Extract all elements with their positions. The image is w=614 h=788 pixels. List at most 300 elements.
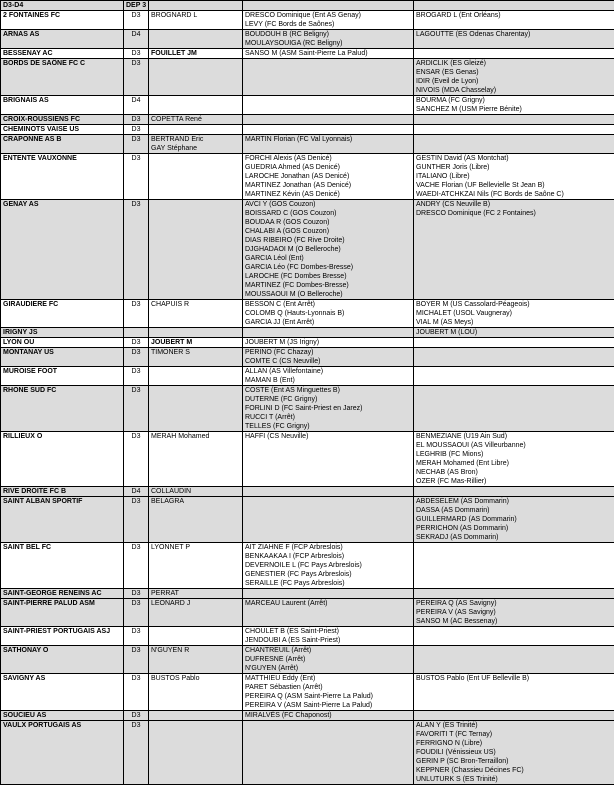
cell-line: ITALIANO (Libre) xyxy=(416,173,470,180)
arrivals-cell xyxy=(243,367,414,386)
departures-cell xyxy=(414,711,614,721)
arrivals-cell xyxy=(243,300,414,328)
cell-line: MARCEAU Laurent (Arrêt) xyxy=(245,600,328,607)
club-level xyxy=(124,487,149,497)
coach-cell xyxy=(149,497,243,543)
club-name xyxy=(1,300,124,328)
coach-cell xyxy=(149,646,243,674)
club-level xyxy=(124,300,149,328)
cell-line: MONTANAY US xyxy=(3,349,54,356)
departures-cell xyxy=(414,386,614,432)
cell-line: AVCI Y (GOS Couzon) xyxy=(245,201,316,208)
table-row xyxy=(1,30,614,49)
cell-line: SANCHEZ M (USM Pierre Bénite) xyxy=(416,106,522,113)
club-name xyxy=(1,646,124,674)
cell-line: SANSO M (ASM Saint-Pierre La Palud) xyxy=(245,50,368,57)
cell-line: VIAL M (AS Meys) xyxy=(416,319,474,326)
club-level xyxy=(124,200,149,300)
cell-line: FORLINI D (FC Saint-Priest en Jarez) xyxy=(245,405,363,412)
club-level xyxy=(124,497,149,543)
cell-line: D3 xyxy=(131,50,141,57)
cell-line: D3 xyxy=(131,600,141,607)
table-row xyxy=(1,711,614,721)
cell-line: KEPPNER (Chassieu Décines FC) xyxy=(416,767,524,774)
cell-line: DUFRESNE (Arrêt) xyxy=(245,656,306,663)
cell-line: GENESTIER (FC Pays Arbreslois) xyxy=(245,571,352,578)
coach-cell xyxy=(149,115,243,125)
cell-line: LAROCHE Jonathan (AS Denicé) xyxy=(245,173,350,180)
cell-line: GENAY AS xyxy=(3,201,39,208)
club-name xyxy=(1,135,124,154)
arrivals-cell xyxy=(243,497,414,543)
cell-line: GIRAUDIERE FC xyxy=(3,301,59,308)
table-row xyxy=(1,125,614,135)
arrivals-cell xyxy=(243,125,414,135)
coach-cell xyxy=(149,154,243,200)
cell-line: D3 xyxy=(131,12,141,19)
cell-line: D3 xyxy=(131,498,141,505)
club-level xyxy=(124,328,149,338)
cell-line: BOISSARD C (GOS Couzon) xyxy=(245,210,337,217)
cell-line: LAROCHE (FC Dombes Bresse) xyxy=(245,273,347,280)
cell-line: GUEDRIA Ahmed (AS Denicé) xyxy=(245,164,340,171)
cell-line: D3 xyxy=(131,339,141,346)
cell-line: D4 xyxy=(131,97,141,104)
cell-line: UNLUTURK S (ES Trinité) xyxy=(416,776,498,783)
arrivals-cell xyxy=(243,30,414,49)
cell-line: FAVORITI T (FC Ternay) xyxy=(416,731,493,738)
cell-line: SANSO M (AC Bessenay) xyxy=(416,618,498,625)
table-row xyxy=(1,11,614,30)
cell-line: COLOMB Q (Hauts-Lyonnais B) xyxy=(245,310,345,317)
club-level xyxy=(124,96,149,115)
cell-line: BENMEZIANE (U19 Ain Sud) xyxy=(416,433,508,440)
cell-line: SAINT ALBAN SPORTIF xyxy=(3,498,83,505)
cell-line: RHONE SUD FC xyxy=(3,387,57,394)
cell-line: MARTINEZ (FC Dombes-Bresse) xyxy=(245,282,349,289)
table-row xyxy=(1,497,614,543)
club-level xyxy=(124,386,149,432)
table-row xyxy=(1,386,614,432)
cell-line: DRESCO Dominique (FC 2 Fontaines) xyxy=(416,210,536,217)
cell-line: IRIGNY JS xyxy=(3,329,38,336)
coach-cell xyxy=(149,125,243,135)
cell-line: BUSTOS Pablo (Ent UF Belleville B) xyxy=(416,675,530,682)
coach-cell xyxy=(149,543,243,589)
departures-cell xyxy=(414,115,614,125)
arrivals-cell xyxy=(243,432,414,487)
cell-line: DIAS RIBEIRO (FC Rive Droite) xyxy=(245,237,345,244)
cell-line: D3 xyxy=(131,368,141,375)
cell-line: MARTINEZ Kévin (AS Denicé) xyxy=(245,191,340,198)
club-name xyxy=(1,328,124,338)
cell-line: FORCHI Alexis (AS Denicé) xyxy=(245,155,332,162)
cell-line: BESSENAY AC xyxy=(3,50,53,57)
cell-line: SEKRADJ (AS Dommarin) xyxy=(416,534,499,541)
club-level xyxy=(124,543,149,589)
cell-line: ANDRY (CS Neuville B) xyxy=(416,201,491,208)
coach-cell xyxy=(149,30,243,49)
cell-line: N'GUYEN R xyxy=(151,647,190,654)
cell-line: GESTIN David (AS Montchat) xyxy=(416,155,509,162)
cell-line: D3 xyxy=(131,116,141,123)
cell-line: D3 xyxy=(131,126,141,133)
departures-cell xyxy=(414,487,614,497)
club-level xyxy=(124,338,149,348)
departures-cell xyxy=(414,30,614,49)
cell-line: AIT ZIAHNE F (FCP Arbreslois) xyxy=(245,544,343,551)
coach-cell xyxy=(149,599,243,627)
cell-line: PERRICHON (AS Dommarin) xyxy=(416,525,509,532)
departures-cell xyxy=(414,328,614,338)
club-name xyxy=(1,432,124,487)
cell-line: PARET Sébastien (Arrêt) xyxy=(245,684,323,691)
cell-line: BORDS DE SAÔNE FC C xyxy=(3,60,86,67)
coach-cell xyxy=(149,96,243,115)
cell-line: COPETTA René xyxy=(151,116,202,123)
cell-line: SAINT-GEORGE RENEINS AC xyxy=(3,590,102,597)
cell-line: MICHALET (USOL Vaugneray) xyxy=(416,310,512,317)
cell-line: CHOULET B (ES Saint-Priest) xyxy=(245,628,340,635)
coach-cell xyxy=(149,338,243,348)
table-row xyxy=(1,487,614,497)
cell-line: MUROISE FOOT xyxy=(3,368,58,375)
table-row xyxy=(1,674,614,711)
table-row xyxy=(1,96,614,115)
coach-cell xyxy=(149,721,243,785)
cell-line: SOUCIEU AS xyxy=(3,712,47,719)
arrivals-cell xyxy=(243,96,414,115)
club-name xyxy=(1,338,124,348)
cell-line: ARNAS AS xyxy=(3,31,40,38)
departures-cell xyxy=(414,348,614,367)
departures-cell xyxy=(414,49,614,59)
club-level xyxy=(124,59,149,96)
club-level xyxy=(124,154,149,200)
table-row xyxy=(1,432,614,487)
departures-cell xyxy=(414,432,614,487)
coach-cell xyxy=(149,367,243,386)
table-row xyxy=(1,59,614,96)
cell-line: SERAILLE (FC Pays Arbreslois) xyxy=(245,580,345,587)
departures-cell xyxy=(414,200,614,300)
table-row xyxy=(1,300,614,328)
club-name xyxy=(1,115,124,125)
cell-line: RIVE DROITE FC B xyxy=(3,488,67,495)
club-name xyxy=(1,49,124,59)
cell-line: CROIX-ROUSSIENS FC xyxy=(3,116,81,123)
cell-line: D3 xyxy=(131,433,141,440)
cell-line: D3 xyxy=(131,60,141,67)
arrivals-cell xyxy=(243,543,414,589)
club-name xyxy=(1,543,124,589)
coach-cell xyxy=(149,589,243,599)
departures-cell xyxy=(414,627,614,646)
cell-line: SATHONAY O xyxy=(3,647,49,654)
club-name xyxy=(1,11,124,30)
cell-line: GERIN P (SC Bron-Terraillon) xyxy=(416,758,509,765)
cell-line: D3 xyxy=(131,544,141,551)
cell-line: VAULX PORTUGAIS AS xyxy=(3,722,82,729)
table-row xyxy=(1,338,614,348)
cell-line: LYONNET P xyxy=(151,544,191,551)
cell-line: GARCIA Léol (Ent) xyxy=(245,255,304,262)
club-level xyxy=(124,589,149,599)
cell-line: GUILLERMARD (AS Dommarin) xyxy=(416,516,517,523)
cell-line: MOULAYSOUIGA (RC Beligny) xyxy=(245,40,343,47)
cell-line: FOUDILI (Vénissieux US) xyxy=(416,749,496,756)
cell-line: LEONARD J xyxy=(151,600,191,607)
cell-line: NIVOIS (MDA Chasselay) xyxy=(416,87,497,94)
table-row xyxy=(1,135,614,154)
cell-line: RILLIEUX O xyxy=(3,433,43,440)
cell-line: D3 xyxy=(131,136,141,143)
cell-line: WAEDI-ATCHKZAI Nils (FC Bords de Saône C) xyxy=(416,191,564,198)
club-name xyxy=(1,125,124,135)
club-level xyxy=(124,674,149,711)
cell-line: D3 xyxy=(131,675,141,682)
club-name xyxy=(1,59,124,96)
cell-line: MARTINEZ Jonathan (AS Denicé) xyxy=(245,182,352,189)
arrivals-cell xyxy=(243,200,414,300)
departures-cell xyxy=(414,674,614,711)
cell-line: SAINT BEL FC xyxy=(3,544,52,551)
cell-line: BESSON C (Ent Arrêt) xyxy=(245,301,316,308)
cell-line: FERRIGNO N (Libre) xyxy=(416,740,483,747)
cell-line: TIMONER S xyxy=(151,349,190,356)
club-name xyxy=(1,386,124,432)
cell-line: MARTIN Florian (FC Val Lyonnais) xyxy=(245,136,353,143)
cell-line: D3 xyxy=(131,201,141,208)
cell-line: MERAH Mohamed xyxy=(151,433,210,440)
cell-line: PERRAT xyxy=(151,590,179,597)
cell-line: BRIGNAIS AS xyxy=(3,97,49,104)
cell-line: DEVERNOILE L (FC Pays Arbreslois) xyxy=(245,562,362,569)
cell-line: ENTENTE VAUXONNE xyxy=(3,155,77,162)
departures-cell xyxy=(414,11,614,30)
club-name xyxy=(1,367,124,386)
table-row xyxy=(1,367,614,386)
coach-cell xyxy=(149,432,243,487)
cell-line: RUCCI T (Arrêt) xyxy=(245,414,295,421)
cell-line: GARCIA Léo (FC Dombes-Bresse) xyxy=(245,264,354,271)
cell-line: DASSA (AS Dommarin) xyxy=(416,507,490,514)
header-row xyxy=(1,1,614,11)
cell-line: COLLAUDIN xyxy=(151,488,192,495)
table-row xyxy=(1,348,614,367)
cell-line: BOURMA (FC Grigny) xyxy=(416,97,485,104)
cell-line: VACHE Florian (UF Bellevielle St Jean B) xyxy=(416,182,545,189)
club-name xyxy=(1,721,124,785)
header-club: D3-D4 xyxy=(1,1,124,11)
cell-line: BOUDAA R (GOS Couzon) xyxy=(245,219,330,226)
cell-line: HAFFI (CS Neuville) xyxy=(245,433,309,440)
coach-cell xyxy=(149,627,243,646)
cell-line: LEVY (FC Bords de Saônes) xyxy=(245,21,335,28)
cell-line: DRESCO Dominique (Ent AS Genay) xyxy=(245,12,361,19)
coach-cell xyxy=(149,11,243,30)
cell-line: GAY Stéphane xyxy=(151,145,198,152)
table-row xyxy=(1,627,614,646)
cell-line: D3 xyxy=(131,387,141,394)
cell-line: NECHAB (AS Bron) xyxy=(416,469,478,476)
club-name xyxy=(1,589,124,599)
club-level xyxy=(124,115,149,125)
departures-cell xyxy=(414,599,614,627)
club-name xyxy=(1,627,124,646)
departures-cell xyxy=(414,338,614,348)
cell-line: SAINT-PIERRE PALUD ASM xyxy=(3,600,95,607)
departures-cell xyxy=(414,589,614,599)
cell-line: FOUILLET JM xyxy=(151,50,197,57)
cell-line: ALAN Y (ES Trinité) xyxy=(416,722,478,729)
club-level xyxy=(124,646,149,674)
club-name xyxy=(1,487,124,497)
club-level xyxy=(124,135,149,154)
club-level xyxy=(124,627,149,646)
cell-line: CHALABI A (GOS Couzon) xyxy=(245,228,330,235)
coach-cell xyxy=(149,348,243,367)
club-name xyxy=(1,30,124,49)
club-name xyxy=(1,674,124,711)
departures-cell xyxy=(414,497,614,543)
cell-line: OZER (FC Mas-Rillier) xyxy=(416,478,487,485)
cell-line: SAINT-PRIEST PORTUGAIS ASJ xyxy=(3,628,111,635)
table-row xyxy=(1,49,614,59)
arrivals-cell xyxy=(243,154,414,200)
arrivals-cell xyxy=(243,721,414,785)
cell-line: MATTHIEU Eddy (Ent) xyxy=(245,675,316,682)
table-row xyxy=(1,154,614,200)
cell-line: COMTE C (CS Neuville) xyxy=(245,358,321,365)
arrivals-cell xyxy=(243,711,414,721)
coach-cell xyxy=(149,200,243,300)
cell-line: DJGHADAOI M (O Belleroche) xyxy=(245,246,341,253)
departures-cell xyxy=(414,59,614,96)
departures-cell xyxy=(414,721,614,785)
coach-cell xyxy=(149,135,243,154)
cell-line: LYON OU xyxy=(3,339,35,346)
cell-line: D4 xyxy=(131,488,141,495)
club-level xyxy=(124,599,149,627)
cell-line: ALLAN (AS Villefontaine) xyxy=(245,368,324,375)
arrivals-cell xyxy=(243,115,414,125)
cell-line: MOUSSAOUI M (O Belleroche) xyxy=(245,291,343,298)
club-name xyxy=(1,599,124,627)
table-row xyxy=(1,589,614,599)
club-level xyxy=(124,30,149,49)
coach-cell xyxy=(149,300,243,328)
table-row xyxy=(1,599,614,627)
header-level: DEP 3 xyxy=(124,1,149,11)
club-name xyxy=(1,497,124,543)
arrivals-cell xyxy=(243,49,414,59)
cell-line: CHAPUIS R xyxy=(151,301,190,308)
cell-line: LEGHRIB (FC Mions) xyxy=(416,451,484,458)
arrivals-cell xyxy=(243,627,414,646)
cell-line: BUSTOS Pablo xyxy=(151,675,200,682)
cell-line: BERTRAND Eric xyxy=(151,136,204,143)
cell-line: CHEMINOTS VAISE US xyxy=(3,126,80,133)
table-row xyxy=(1,200,614,300)
cell-line: PEREIRA V (AS Savigny) xyxy=(416,609,496,616)
club-name xyxy=(1,96,124,115)
arrivals-cell xyxy=(243,386,414,432)
cell-line: D3 xyxy=(131,155,141,162)
table-row xyxy=(1,328,614,338)
arrivals-cell xyxy=(243,589,414,599)
cell-line: SAVIGNY AS xyxy=(3,675,46,682)
club-level xyxy=(124,11,149,30)
cell-line: ABDESELEM (AS Dommarin) xyxy=(416,498,509,505)
departures-cell xyxy=(414,125,614,135)
cell-line: D4 xyxy=(131,31,141,38)
cell-line: D3 xyxy=(131,301,141,308)
arrivals-cell xyxy=(243,59,414,96)
departures-cell xyxy=(414,543,614,589)
club-name xyxy=(1,200,124,300)
cell-line: PEREIRA Q (ASM Saint-Pierre La Palud) xyxy=(245,693,373,700)
arrivals-cell xyxy=(243,646,414,674)
cell-line: BENKAAKAA I (FCP Arbreslois) xyxy=(245,553,345,560)
arrivals-cell xyxy=(243,135,414,154)
table-row xyxy=(1,115,614,125)
cell-line: ENSAR (ES Genas) xyxy=(416,69,479,76)
club-name xyxy=(1,711,124,721)
arrivals-cell xyxy=(243,674,414,711)
departures-cell xyxy=(414,135,614,154)
coach-cell xyxy=(149,674,243,711)
cell-line: JOUBERT M xyxy=(151,339,193,346)
cell-line: D3 xyxy=(131,722,141,729)
cell-line: MIRALVÈS (FC Chaponost) xyxy=(245,712,332,719)
coach-cell xyxy=(149,49,243,59)
coach-cell xyxy=(149,487,243,497)
arrivals-cell xyxy=(243,338,414,348)
cell-line: JENDOUBI A (ES Saint-Priest) xyxy=(245,637,341,644)
cell-line: BOUDOUH B (RC Beligny) xyxy=(245,31,330,38)
coach-cell xyxy=(149,711,243,721)
cell-line: PEREIRA Q (AS Savigny) xyxy=(416,600,497,607)
coach-cell xyxy=(149,59,243,96)
cell-line: CRAPONNE AS B xyxy=(3,136,62,143)
cell-line: DUTERNE (FC Grigny) xyxy=(245,396,318,403)
cell-line: D3 xyxy=(131,628,141,635)
cell-line: IDIR (Eveil de Lyon) xyxy=(416,78,479,85)
table-row xyxy=(1,543,614,589)
departures-cell xyxy=(414,154,614,200)
cell-line: CHANTREUIL (Arrêt) xyxy=(245,647,312,654)
cell-line: D3 xyxy=(131,590,141,597)
club-level xyxy=(124,721,149,785)
cell-line: MERAH Mohamed (Ent Libre) xyxy=(416,460,509,467)
departures-cell xyxy=(414,300,614,328)
club-name xyxy=(1,348,124,367)
cell-line: BELAGRA xyxy=(151,498,185,505)
cell-line: D3 xyxy=(131,349,141,356)
club-level xyxy=(124,125,149,135)
arrivals-cell xyxy=(243,348,414,367)
table-row xyxy=(1,646,614,674)
arrivals-cell xyxy=(243,328,414,338)
club-level xyxy=(124,49,149,59)
cell-line: GARCIA JJ (Ent Arrêt) xyxy=(245,319,315,326)
cell-line: PERINO (FC Chazay) xyxy=(245,349,314,356)
cell-line: JOUBERT M (JS Irigny) xyxy=(245,339,320,346)
cell-line: BROGARD L (Ent Orléans) xyxy=(416,12,501,19)
cell-line: JOUBERT M (LOU) xyxy=(416,329,478,336)
departures-cell xyxy=(414,367,614,386)
